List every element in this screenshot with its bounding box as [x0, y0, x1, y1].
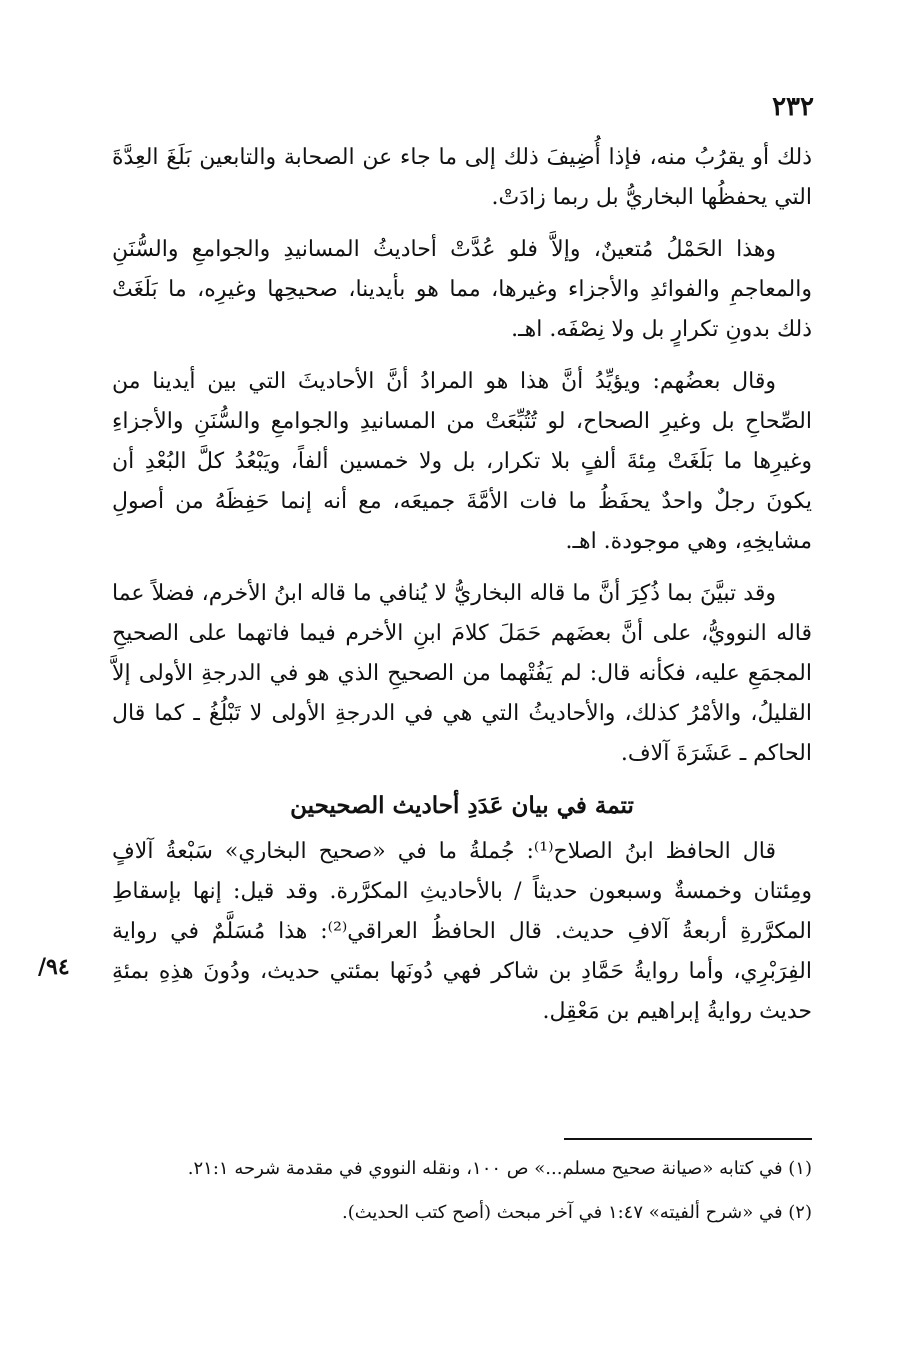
section-heading: تتمة في بيان عَدَدِ أحاديث الصحيحين: [290, 792, 634, 819]
footnote-divider: [564, 1138, 812, 1140]
footnote-2: (٢) في «شرح ألفيته» ١:٤٧ في آخر مبحث (أصح كتب الحديث).: [341, 1202, 812, 1223]
footnote-1: (١) في كتابه «صيانة صحيح مسلم...» ص ١٠٠، ونقله النووي في مقدمة شرحه ٢١:١.: [187, 1158, 812, 1179]
paragraph-4: وقد تبيَّنَ بما ذُكِرَ أنَّ ما قاله البخاريُّ لا يُنافي ما قاله ابنُ الأخرم، فضلاً عما قاله النوويُّ، على أنَّ بعضَهم حَمَلَ كلامَ ابنِ الأخرم فيما فاتهما على الصحيحِ المجمَعِ عليه، فكأنه قال: لم يَفُتْهما من الصحيحِ الذي هو في الدرجةِ الأولى إلاَّ القليلُ، والأمْرُ كذلك، والأحاديثُ التي هي في الدرجةِ الأولى لا تَبْلُغُ ـ كما قال الحاكم ـ عَشَرَةَ آلاف.: [112, 581, 812, 766]
page-number: ٢٣٢: [772, 92, 814, 122]
paragraph-3: وقال بعضُهم: ويؤيِّدُ أنَّ هذا هو المرادُ أنَّ الأحاديثَ التي بين أيدينا من الصِّحاحِ بل وغيرِ الصحاح، لو تُتُبِّعَتْ من المسانيدِ والجوامعِ والسُّنَنِ والأجزاءِ وغيرِها ما بَلَغَتْ مِئةَ ألفٍ بلا تكرار، بل ولا خمسين ألفاً، ويَبْعُدُ كلَّ البُعْدِ أن يكونَ رجلٌ واحدٌ يحفَظُ ما فات الأمَّةَ جميعَه، مع أنه إنما حَفِظَهُ من أصولِ مشايخِهِ، وهي موجودة. اهـ.: [112, 369, 812, 554]
footnotes: [112, 1152, 812, 1240]
paragraph-5: قال الحافظ ابنُ الصلاح⁽¹⁾: جُملةُ ما في «صحيح البخاري» سَبْعةُ آلافٍ ومِئتان وخمسةٌ وسبعون حديثاً / بالأحاديثِ المكرَّرة. وقد قيل: إنها بإسقاطِ المكرَّرةِ أربعةُ آلافِ حديث. قال الحافظُ العراقي⁽²⁾: هذا مُسَلَّمٌ في رواية الفِرَبْرِي، وأما روايةُ حَمَّادِ بن شاكر فهي دُونَها بمئتي حديث، ودُونَ هذِهِ بمئةِ حديث روايةُ إبراهيم بن مَعْقِل.: [112, 839, 812, 1024]
paragraph-2: وهذا الحَمْلُ مُتعينٌ، وإلاَّ فلو عُدَّتْ أحاديثُ المسانيدِ والجوامعِ والسُّنَنِ والمعاجمِ والفوائدِ والأجزاء وغيرها، مما هو بأيدينا، صحيحِها وغيرِه، ما بَلَغَتْ ذلك بدونِ تكرارٍ بل ولا نِصْفَه. اهـ.: [112, 237, 812, 342]
main-text: [112, 138, 812, 1044]
margin-reference: /٩٤: [38, 954, 70, 980]
paragraph-1: ذلك أو يقرُبُ منه، فإذا أُضِيفَ ذلك إلى ما جاء عن الصحابة والتابعين بَلَغَ العِدَّةَ التي يحفظُها البخاريُّ بل ربما زادَتْ.: [112, 145, 812, 210]
